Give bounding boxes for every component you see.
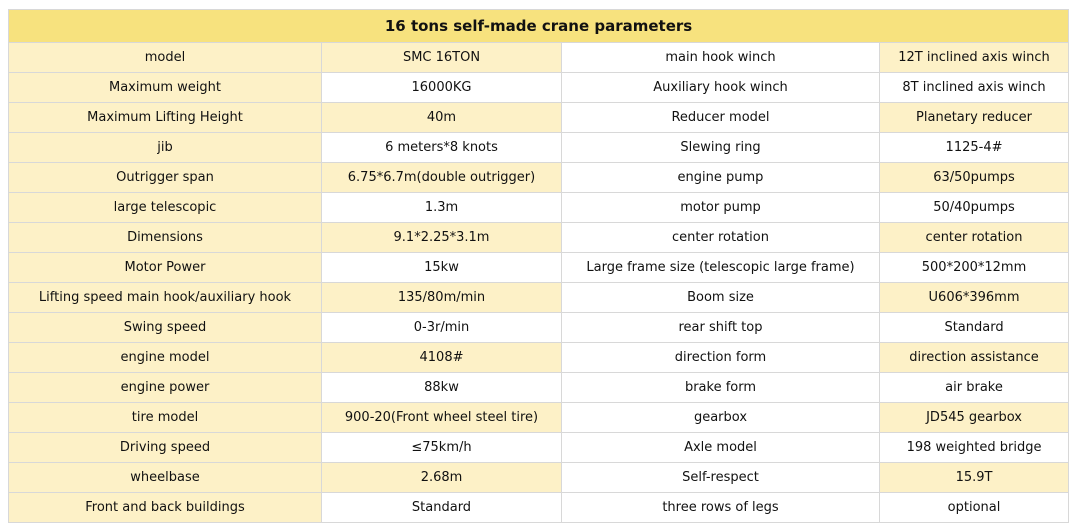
param-label-right: gearbox [562, 403, 880, 433]
param-label-right: motor pump [562, 193, 880, 223]
param-value-left: 4108# [322, 343, 562, 373]
param-label-right: Slewing ring [562, 133, 880, 163]
param-label-right: brake form [562, 373, 880, 403]
param-value-right: Standard [880, 313, 1069, 343]
param-label-left: Driving speed [9, 433, 322, 463]
param-value-left: 2.68m [322, 463, 562, 493]
param-label-left: Maximum Lifting Height [9, 103, 322, 133]
param-label-right: Self-respect [562, 463, 880, 493]
table-row [9, 463, 1069, 493]
crane-parameters-table [8, 9, 1069, 523]
param-label-right: Auxiliary hook winch [562, 73, 880, 103]
table-row [9, 253, 1069, 283]
param-value-left: 9.1*2.25*3.1m [322, 223, 562, 253]
table-row [9, 73, 1069, 103]
param-value-left: 0-3r/min [322, 313, 562, 343]
table-row [9, 373, 1069, 403]
param-value-right: optional [880, 493, 1069, 523]
param-value-right: 15.9T [880, 463, 1069, 493]
param-value-right: air brake [880, 373, 1069, 403]
table-row [9, 43, 1069, 73]
param-label-right: direction form [562, 343, 880, 373]
param-value-right: direction assistance [880, 343, 1069, 373]
param-value-left: 1.3m [322, 193, 562, 223]
param-value-left: Standard [322, 493, 562, 523]
param-value-left: ≤75km/h [322, 433, 562, 463]
param-label-left: wheelbase [9, 463, 322, 493]
param-label-left: Front and back buildings [9, 493, 322, 523]
param-value-right: Planetary reducer [880, 103, 1069, 133]
spec-table-container [8, 9, 1068, 523]
param-label-right: rear shift top [562, 313, 880, 343]
param-value-right: 8T inclined axis winch [880, 73, 1069, 103]
table-row [9, 283, 1069, 313]
param-value-left: 900-20(Front wheel steel tire) [322, 403, 562, 433]
param-value-left: 15kw [322, 253, 562, 283]
param-value-right: 50/40pumps [880, 193, 1069, 223]
table-row [9, 223, 1069, 253]
param-value-left: SMC 16TON [322, 43, 562, 73]
param-label-left: Swing speed [9, 313, 322, 343]
param-label-right: Axle model [562, 433, 880, 463]
param-label-right: Reducer model [562, 103, 880, 133]
param-value-right: 500*200*12mm [880, 253, 1069, 283]
param-value-right: U606*396mm [880, 283, 1069, 313]
param-label-right: center rotation [562, 223, 880, 253]
param-value-left: 88kw [322, 373, 562, 403]
param-label-left: tire model [9, 403, 322, 433]
table-title: 16 tons self-made crane parameters [9, 10, 1069, 43]
param-value-right: center rotation [880, 223, 1069, 253]
table-row [9, 193, 1069, 223]
table-row [9, 103, 1069, 133]
param-value-right: 198 weighted bridge [880, 433, 1069, 463]
table-row [9, 163, 1069, 193]
param-label-left: engine power [9, 373, 322, 403]
param-value-left: 16000KG [322, 73, 562, 103]
param-label-right: engine pump [562, 163, 880, 193]
param-value-left: 40m [322, 103, 562, 133]
table-row [9, 493, 1069, 523]
table-row [9, 433, 1069, 463]
table-row [9, 403, 1069, 433]
param-label-left: model [9, 43, 322, 73]
table-row [9, 313, 1069, 343]
param-label-left: Maximum weight [9, 73, 322, 103]
param-label-right: Large frame size (telescopic large frame) [562, 253, 880, 283]
param-value-right: 63/50pumps [880, 163, 1069, 193]
param-value-right: 12T inclined axis winch [880, 43, 1069, 73]
param-value-left: 6 meters*8 knots [322, 133, 562, 163]
param-label-right: three rows of legs [562, 493, 880, 523]
param-label-left: Dimensions [9, 223, 322, 253]
param-label-left: Lifting speed main hook/auxiliary hook [9, 283, 322, 313]
param-label-left: jib [9, 133, 322, 163]
table-row [9, 343, 1069, 373]
param-label-right: Boom size [562, 283, 880, 313]
param-label-right: main hook winch [562, 43, 880, 73]
param-label-left: large telescopic [9, 193, 322, 223]
param-value-left: 135/80m/min [322, 283, 562, 313]
param-label-left: engine model [9, 343, 322, 373]
table-row [9, 133, 1069, 163]
param-value-right: JD545 gearbox [880, 403, 1069, 433]
param-value-left: 6.75*6.7m(double outrigger) [322, 163, 562, 193]
param-label-left: Motor Power [9, 253, 322, 283]
table-body [9, 43, 1069, 523]
param-value-right: 1125-4# [880, 133, 1069, 163]
param-label-left: Outrigger span [9, 163, 322, 193]
